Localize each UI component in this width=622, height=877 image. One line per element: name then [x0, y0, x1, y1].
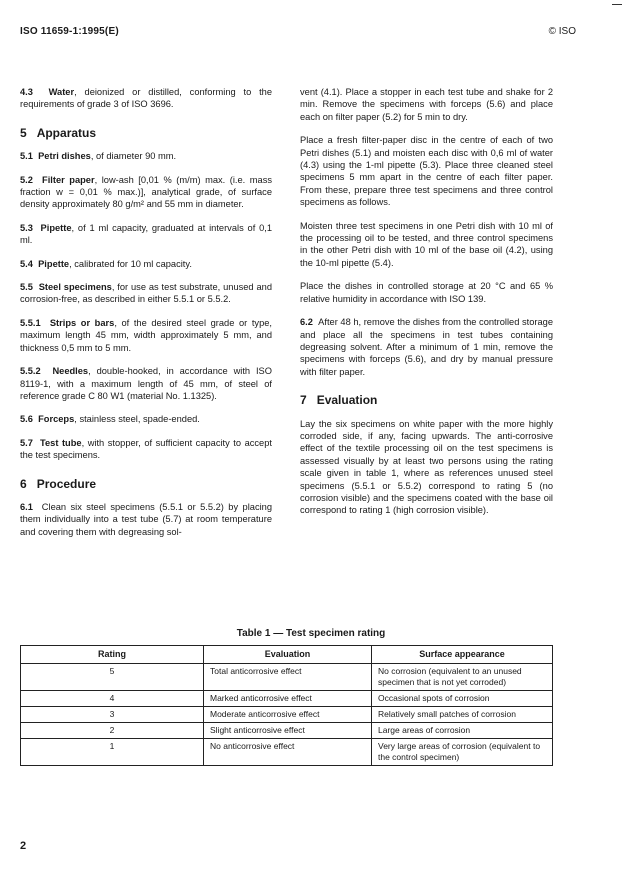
rating-cell: 4 [21, 691, 204, 707]
section-title: Apparatus [36, 125, 97, 140]
paragraph [20, 86, 272, 111]
clause-text: Clean six steel specimens (5.5.1 or 5.5.2) by placing them individually into a test tube (5.7) at room temperature and covering them with degreasing sol- [20, 501, 272, 537]
section-heading [20, 478, 272, 490]
paragraph [20, 501, 272, 538]
surface-cell: No corrosion (equivalent to an unused specimen that is not yet corroded) [372, 664, 553, 691]
clause-number: 6.1 [20, 501, 33, 512]
clause-title: Water [48, 87, 75, 97]
surface-cell: Relatively small patches of corrosion [372, 707, 553, 723]
clause-text: , for use as test substrate, unused and corrosion-free, as described in either 5.5.1 or 5.5.2. [20, 282, 272, 305]
copyright-mark: © ISO [548, 26, 576, 37]
clause-text: vent (4.1). Place a stopper in each test tube and shake for 2 min. Remove the specimens with forceps (5.6) and place each on filter paper (5.2) for 5 min to dry. [300, 87, 553, 122]
clause-number: 5.2 [20, 174, 33, 185]
rating-cell: 1 [21, 739, 204, 766]
table-row [21, 664, 553, 691]
rating-cell: 3 [21, 707, 204, 723]
standard-number: ISO 11659-1:1995(E) [20, 26, 119, 37]
clause-title: Filter paper [42, 174, 95, 185]
clause-text: Lay the six specimens on white paper with the more highly corroded side, if any, facing upwards. The anti-corrosive effect of the textile processing oil on the test specimens is assessed visually by at least two persons using the rating scale given in table 1, where as references unused steel specimens (5.5.1 or 5.5.2) correspond to rating 5 (no corrosion visible) and the specimens coated with the base oil correspond to rating 1 (high corrosion visible). [300, 418, 553, 516]
table-row [21, 739, 553, 766]
page-header [20, 26, 576, 37]
clause-text: Place a fresh filter-paper disc in the centre of each of two Petri dishes (5.1) and moisten each disc with 0,6 ml of water (4.3) using the 1-ml pipette (5.3). Place three cleaned steel specimens 5 mm apart in the centre of each filter paper. From these, prepare three test specimens and three control specimens as follows. [300, 135, 553, 208]
paragraph [20, 174, 272, 211]
clause-text: , of the desired steel grade or type, maximum length 45 mm, width approximately 5 mm, and thickness 0,5 mm to 5 mm. [20, 317, 272, 353]
paragraph [20, 222, 272, 247]
section-number: 5 [20, 125, 27, 140]
clause-title: Pipette [38, 258, 70, 269]
paragraph [300, 418, 553, 517]
clause-title: Forceps [38, 414, 75, 425]
section-title: Evaluation [316, 393, 378, 408]
clause-text: , calibrated for 10 ml capacity. [69, 258, 192, 269]
evaluation-cell: Marked anticorrosive effect [204, 691, 372, 707]
clause-number: 5.1 [20, 151, 33, 162]
clause-text: , stainless steel, spade-ended. [74, 414, 200, 425]
clause-text: , of diameter 90 mm. [90, 151, 177, 162]
clause-number: 4.3 [20, 87, 33, 97]
header-surface: Surface appearance [372, 646, 553, 664]
clause-title: Needles [52, 366, 89, 377]
section-number: 6 [20, 476, 27, 491]
evaluation-cell: Moderate anticorrosive effect [204, 707, 372, 723]
clause-number: 5.4 [20, 258, 33, 269]
clause-text: , of 1 ml capacity, graduated at intervals of 0,1 ml. [20, 222, 272, 246]
paragraph [20, 258, 272, 270]
clause-number: 5.5.2 [20, 366, 41, 377]
section-heading [20, 127, 272, 139]
table-row [21, 707, 553, 723]
evaluation-cell: Slight anticorrosive effect [204, 723, 372, 739]
clause-text: , double-hooked, in accordance with ISO 8119-1, with a maximum length of 45 mm, of steel of reference grade C 80 W1 (material No. 1.1325). [20, 366, 272, 401]
surface-cell: Occasional spots of corrosion [372, 691, 553, 707]
clause-number: 5.7 [20, 437, 33, 448]
paragraph [300, 220, 553, 270]
paragraph [20, 317, 272, 354]
clause-text: After 48 h, remove the dishes from the controlled storage and place all the specimens in test tubes containing degreasing solvent. After a minimum of 1 min, remove the specimens with forceps (5.6), and dry by manual pressure with filter paper. [300, 317, 553, 377]
rating-table [20, 645, 553, 766]
paragraph [20, 281, 272, 306]
surface-cell: Very large areas of corrosion (equivalent to the control specimen) [372, 739, 553, 766]
clause-number: 6.2 [300, 317, 313, 328]
clause-text: , low-ash [0,01 % (m/m) max. (i.e. mass fraction w = 0,01 % max.)], analytical grade, of surface density approximately 80 g/m² and 55 mm in diameter. [20, 174, 272, 210]
evaluation-cell: No anticorrosive effect [204, 739, 372, 766]
left-column [20, 86, 272, 549]
section-heading [300, 394, 553, 406]
paragraph [20, 437, 272, 462]
clause-number: 5.6 [20, 414, 33, 425]
clause-title: Test tube [40, 437, 82, 448]
table-header-row [21, 646, 553, 664]
clause-number: 5.5.1 [20, 317, 41, 328]
paragraph [300, 134, 553, 208]
paragraph [20, 365, 272, 402]
clause-number: 5.5 [20, 282, 33, 293]
surface-cell: Large areas of corrosion [372, 723, 553, 739]
evaluation-cell: Total anticorrosive effect [204, 664, 372, 691]
paragraph [300, 316, 553, 378]
table-caption: Table 1 — Test specimen rating [236, 628, 386, 639]
table-row [21, 723, 553, 739]
paragraph [300, 280, 553, 305]
clause-text: , deionized or distilled, conforming to the requirements of grade 3 of ISO 3696. [20, 87, 273, 110]
header-rating: Rating [21, 646, 204, 664]
page-number: 2 [20, 840, 27, 852]
paragraph [20, 413, 272, 425]
clause-number: 5.3 [20, 222, 33, 233]
clause-title: Pipette [40, 222, 72, 233]
rating-cell: 5 [21, 664, 204, 691]
clause-title: Steel specimens [38, 282, 112, 293]
section-title: Procedure [36, 476, 97, 491]
header-evaluation: Evaluation [204, 646, 372, 664]
clause-text: , with stopper, of sufficient capacity to accept the test specimens. [20, 437, 272, 461]
table-row [21, 691, 553, 707]
paragraph [300, 86, 553, 123]
section-number: 7 [300, 393, 307, 408]
clause-text: Place the dishes in controlled storage at 20 °C and 65 % relative humidity in accordance with ISO 139. [300, 281, 553, 304]
clause-text: Moisten three test specimens in one Petri dish with 10 ml of the processing oil to be tested, and three control specimens in the other Petri dish with 10 ml of the base oil (4.2), using the 10-ml pipette (5.4). [300, 220, 553, 268]
clause-title: Petri dishes [38, 151, 91, 162]
paragraph [20, 150, 272, 162]
clause-title: Strips or bars [49, 317, 115, 328]
corner-mark [612, 4, 622, 5]
right-column [300, 86, 553, 528]
rating-cell: 2 [21, 723, 204, 739]
